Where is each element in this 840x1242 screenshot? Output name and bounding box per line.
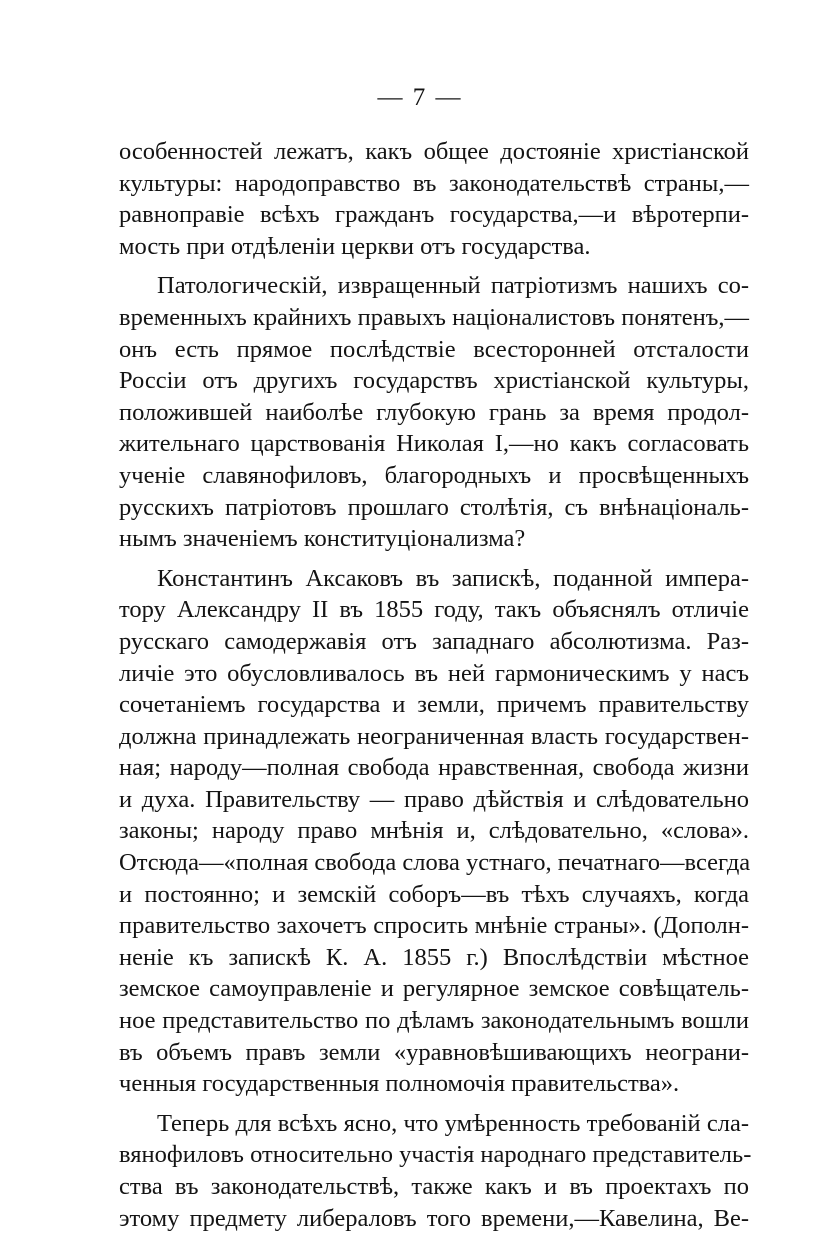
text-line: законы; народу право мнѣнiя и, слѣдовательно, «слова». (119, 817, 749, 845)
text-line: Патологическiй, извращенный патрiотизмъ нашихъ со- (157, 272, 749, 300)
page-body (119, 136, 752, 1242)
text-line: вянофиловъ относительно участiя народнаго представитель- (119, 1141, 752, 1169)
text-line: Теперь для всѣхъ ясно, что умѣренность требованiй сла- (157, 1109, 749, 1137)
text-line: равноправiе всѣхъ гражданъ государства,—и вѣротерпи- (119, 201, 749, 229)
text-line: тору Александру II въ 1855 году, такъ объяснялъ отличiе (119, 596, 749, 624)
text-line: особенностей лежатъ, какъ общее достоянiе христiанской (119, 138, 749, 165)
text-line: земское самоуправленiе и регулярное земское совѣщатель- (119, 975, 749, 1003)
text-line: ченныя государственныя полномочiя правительства». (119, 1070, 680, 1098)
text-line: жительнаго царствованiя Николая I,—но какъ согласовать (119, 430, 749, 458)
text-line: и духа. Правительству — право дѣйствiя и слѣдовательно (119, 785, 749, 813)
text-line: ная; народу—полная свобода нравственная, свобода жизни (119, 754, 749, 782)
text-line: сочетанiемъ государства и земли, причемъ правительству (119, 691, 749, 719)
text-line: Отсюда—«полная свобода слова устнаго, печатнаго—всегда (119, 849, 751, 877)
text-line: русскаго самодержавiя отъ западнаго абсолютизма. Раз- (119, 627, 749, 655)
text-line: этому предмету либераловъ того времени,—Кавелина, Ве- (119, 1204, 749, 1232)
text-line: культуры: народоправство въ законодательствѣ страны,— (119, 169, 749, 197)
text-line: должна принадлежать неограниченная власть государствен- (119, 722, 749, 750)
paragraph-1 (119, 136, 749, 262)
text-line: ученiе славянофиловъ, благородныхъ и просвѣщенныхъ (119, 461, 749, 489)
text-line: Константинъ Аксаковъ въ запискѣ, поданной импера- (157, 564, 749, 592)
text-line: онъ есть прямое послѣдствiе всесторонней отсталости (119, 335, 749, 363)
text-line: личiе это обусловливалось въ ней гармоническимъ у насъ (119, 659, 749, 687)
text-line: положившей наиболѣе глубокую грань за время продол- (119, 398, 749, 426)
text-line: ненiе къ запискѣ К. А. 1855 г.) Впослѣдствiи мѣстное (119, 943, 749, 971)
text-line: и постоянно; и земскiй соборъ—въ тѣхъ случаяхъ, когда (119, 880, 749, 908)
page-number: — 7 — (377, 84, 463, 111)
paragraph-4 (119, 1108, 752, 1234)
text-line: ное представительство по дѣламъ законодательнымъ вошли (119, 1007, 749, 1035)
text-line: Россiи отъ другихъ государствъ христiанской культуры, (119, 367, 749, 395)
text-line: нымъ значенiемъ конституцiонализма? (119, 525, 526, 553)
text-line: ства въ законодательствѣ, также какъ и въ проектахъ по (119, 1173, 749, 1200)
text-line: въ объемъ правъ земли «уравновѣшивающихъ неограни- (119, 1038, 749, 1066)
text-line: русскихъ патрiотовъ прошлаго столѣтiя, съ внѣнацiональ- (119, 493, 749, 521)
text-line: временныхъ крайнихъ правыхъ нацiоналистовъ понятенъ,— (119, 303, 749, 331)
text-line: мость при отдѣленiи церкви отъ государства. (119, 232, 591, 260)
paragraph-3 (119, 563, 749, 1100)
text-line: правительство захочетъ спросить мнѣнiе страны». (Дополн- (119, 912, 749, 940)
paragraph-2 (119, 270, 749, 554)
